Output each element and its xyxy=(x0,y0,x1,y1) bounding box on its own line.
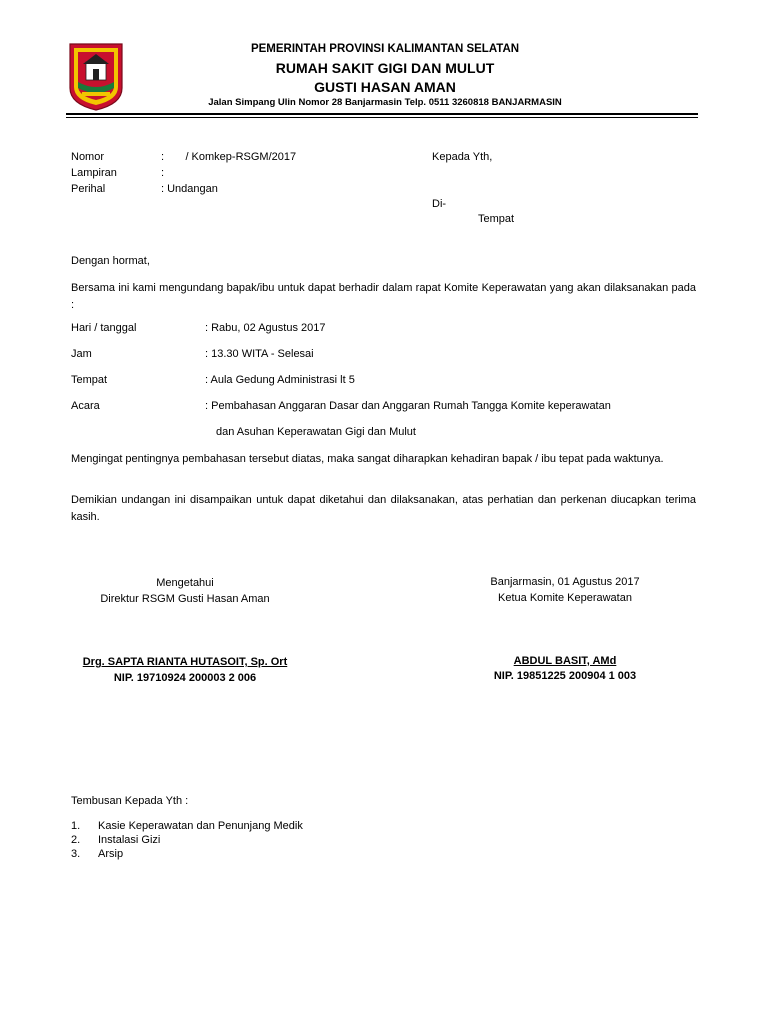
tempat-value: : Aula Gedung Administrasi lt 5 xyxy=(205,374,355,386)
letterhead-hospital-name: RUMAH SAKIT GIGI DAN MULUT xyxy=(275,60,495,76)
acara-value: : Pembahasan Anggaran Dasar dan Anggaran Rumah Tangga Komite keperawatan xyxy=(205,400,611,412)
closing-paragraph: Demikian undangan ini disampaikan untuk dapat diketahui dan dilaksanakan, atas perhatian dan perkenan diucapkan terima kasih. xyxy=(71,494,696,523)
letterhead-rule-thick xyxy=(66,113,698,115)
letterhead-rule-thin xyxy=(66,117,698,118)
tembusan-item-2-number: 2. xyxy=(71,834,81,846)
nomor-label: Nomor xyxy=(71,151,105,163)
perihal-label: Perihal xyxy=(71,183,106,195)
perihal-value: : Undangan xyxy=(161,183,218,195)
tembusan-heading: Tembusan Kepada Yth : xyxy=(71,795,189,807)
lampiran-value: : xyxy=(161,167,165,179)
left-signature-title: Mengetahui xyxy=(156,577,214,589)
left-signature-name: Drg. SAPTA RIANTA HUTASOIT, Sp. Ort xyxy=(82,656,288,668)
right-signature-place-date: Banjarmasin, 01 Agustus 2017 xyxy=(490,576,640,588)
jam-value: : 13.30 WITA - Selesai xyxy=(205,348,314,360)
left-signature-position: Direktur RSGM Gusti Hasan Aman xyxy=(100,593,270,605)
tembusan-item-1-number: 1. xyxy=(71,820,81,832)
recipient-di: Di- xyxy=(432,198,447,210)
tembusan-item-3: Arsip xyxy=(98,848,124,860)
hari-value: : Rabu, 02 Agustus 2017 xyxy=(205,322,326,334)
reminder-paragraph: Mengingat pentingnya pembahasan tersebut diatas, maka sangat diharapkan kehadiran bapak / ibu tepat pada waktunya. xyxy=(71,453,664,465)
intro-paragraph: Bersama ini kami mengundang bapak/ibu untuk dapat berhadir dalam rapat Komite Keperawatan yang akan dilaksanakan pada : xyxy=(71,282,696,311)
recipient-kepada: Kepada Yth, xyxy=(432,151,493,163)
letterhead-hospital-name-2: GUSTI HASAN AMAN xyxy=(314,79,456,95)
right-signature-position: Ketua Komite Keperawatan xyxy=(498,592,632,604)
right-signature-nip: NIP. 19851225 200904 1 003 xyxy=(493,670,637,682)
tembusan-item-3-number: 3. xyxy=(71,848,81,860)
letterhead-address: Jalan Simpang Ulin Nomor 28 Banjarmasin Telp. 0511 3260818 BANJARMASIN xyxy=(208,97,562,108)
greeting: Dengan hormat, xyxy=(71,255,150,267)
tembusan-item-2: Instalasi Gizi xyxy=(98,834,161,846)
acara-value-continued: dan Asuhan Keperawatan Gigi dan Mulut xyxy=(216,426,416,438)
recipient-tempat: Tempat xyxy=(478,213,515,225)
right-signature-name: ABDUL BASIT, AMd xyxy=(513,655,617,667)
tembusan-item-1: Kasie Keperawatan dan Penunjang Medik xyxy=(98,820,303,832)
provincial-emblem-logo xyxy=(68,42,124,112)
tempat-label: Tempat xyxy=(71,374,108,386)
lampiran-label: Lampiran xyxy=(71,167,117,179)
jam-label: Jam xyxy=(71,348,92,360)
left-signature-nip: NIP. 19710924 200003 2 006 xyxy=(113,672,257,684)
letterhead-government: PEMERINTAH PROVINSI KALIMANTAN SELATAN xyxy=(250,43,520,55)
acara-label: Acara xyxy=(71,400,100,412)
nomor-value: : / Komkep-RSGM/2017 xyxy=(161,151,297,163)
hari-label: Hari / tanggal xyxy=(71,322,137,334)
